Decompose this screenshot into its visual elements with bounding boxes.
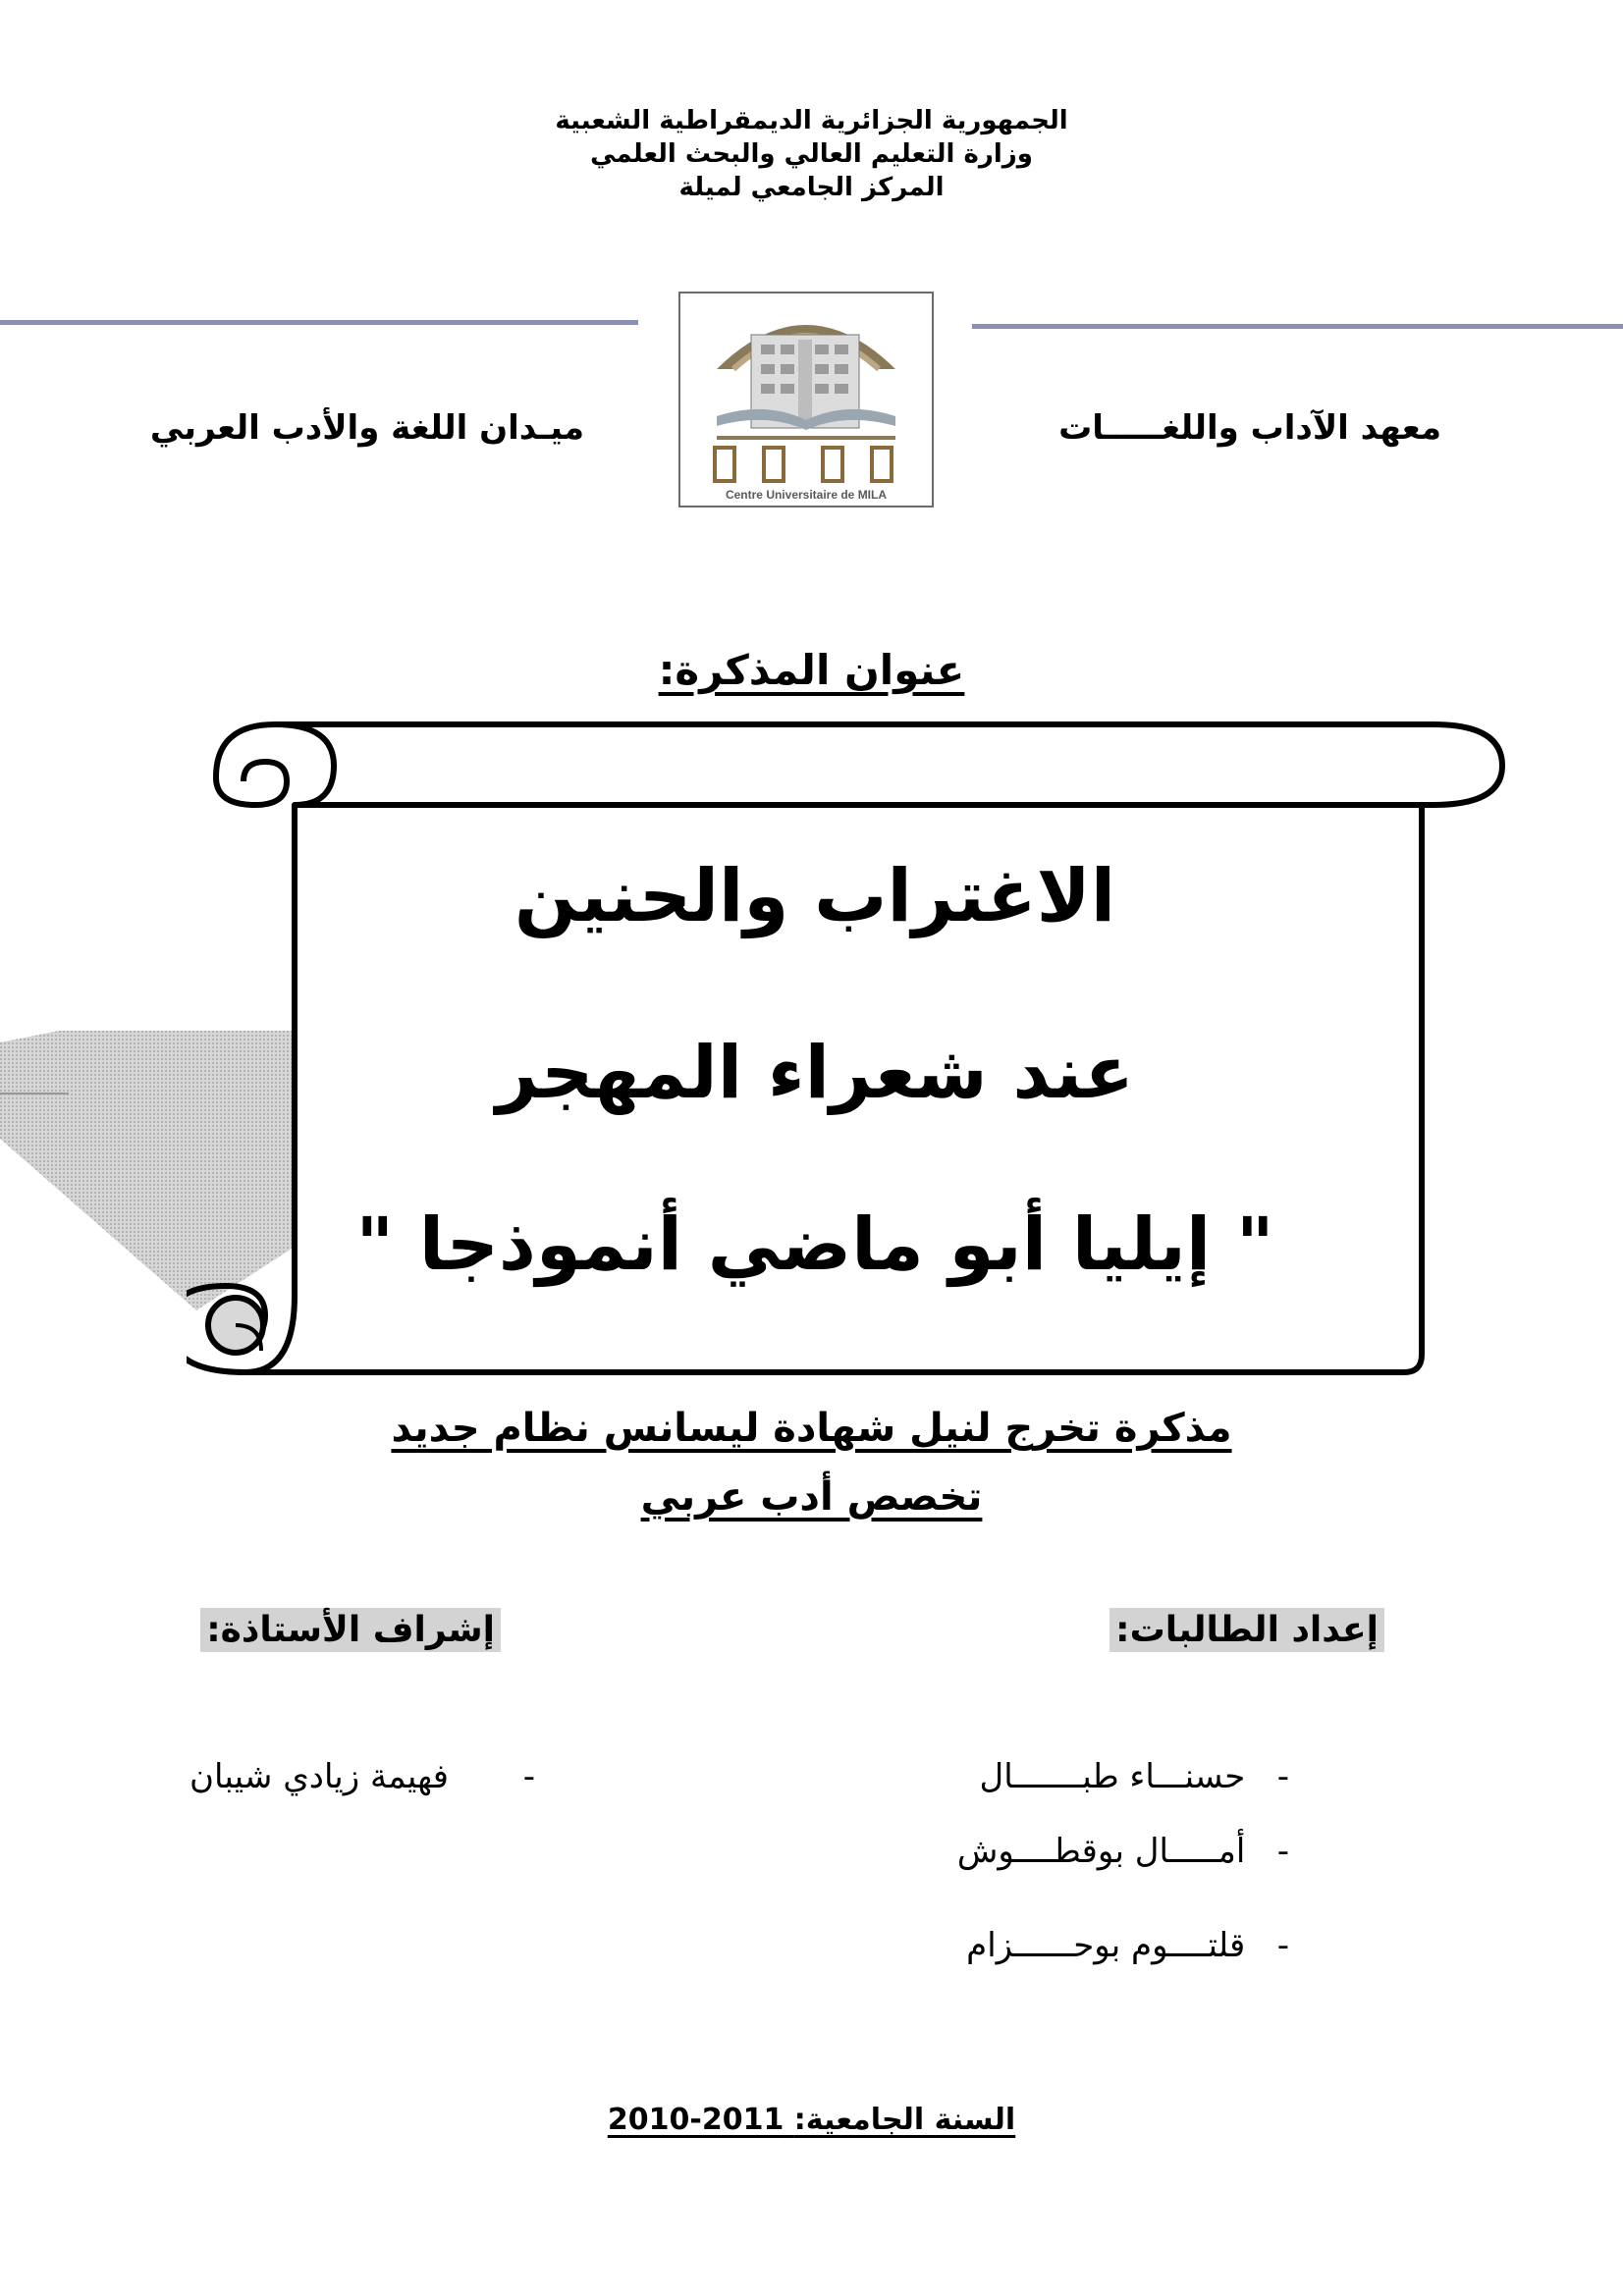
header-republic: الجمهورية الجزائرية الديمقراطية الشعبية <box>555 106 1068 135</box>
university-logo <box>677 291 935 508</box>
supervisor-name: فهيمة زيادي شيبان <box>189 1757 450 1796</box>
thesis-title-line3: " إيليا أبو ماضي أنموذجا " <box>355 1202 1274 1287</box>
list-dash: - <box>1276 1832 1289 1871</box>
thesis-title-line2: عند شعراء المهجر <box>496 1031 1134 1115</box>
header-rule-right <box>972 324 1623 329</box>
academic-year-value: 2010-2011 <box>607 2103 784 2137</box>
students-label: إعداد الطالبات: <box>1109 1608 1384 1652</box>
header-ministry: وزارة التعليم العالي والبحث العلمي <box>590 139 1033 169</box>
field-name: ميـدان اللغة والأدب العربي <box>149 408 584 448</box>
student-1 <box>980 1757 1289 1796</box>
student-name: أمـــــال بوقطــــوش <box>956 1832 1246 1871</box>
degree-line: مذكرة تخرج لنيل شهادة ليسانس نظام جديد <box>391 1406 1232 1451</box>
supervisor-label: إشراف الأستاذة: <box>200 1608 501 1652</box>
student-name: حسنـــاء طبـــــــال <box>979 1757 1246 1796</box>
academic-year-label: السنة الجامعية: <box>793 2103 1016 2137</box>
list-dash: - <box>1276 1926 1289 1965</box>
student-name: قلتــــوم بوحــــــزام <box>966 1926 1246 1965</box>
supervisor-entry <box>189 1757 535 1796</box>
student-3 <box>966 1926 1289 1965</box>
thesis-title-line1: الاغتراب والحنين <box>514 854 1116 938</box>
list-dash: - <box>1276 1757 1289 1796</box>
specialization-line: تخصص أدب عربي <box>640 1474 983 1520</box>
header-center: المركز الجامعي لميلة <box>678 173 945 202</box>
thesis-title-label: عنوان المذكرة: <box>658 646 965 694</box>
student-2 <box>957 1832 1289 1871</box>
header-rule-left <box>0 320 638 325</box>
list-dash: - <box>522 1757 535 1796</box>
institute-name: معهد الآداب واللغـــــات <box>1058 408 1441 448</box>
academic-year <box>0 2103 1623 2137</box>
logo-caption: Centre Universitaire de MILA <box>725 488 888 502</box>
